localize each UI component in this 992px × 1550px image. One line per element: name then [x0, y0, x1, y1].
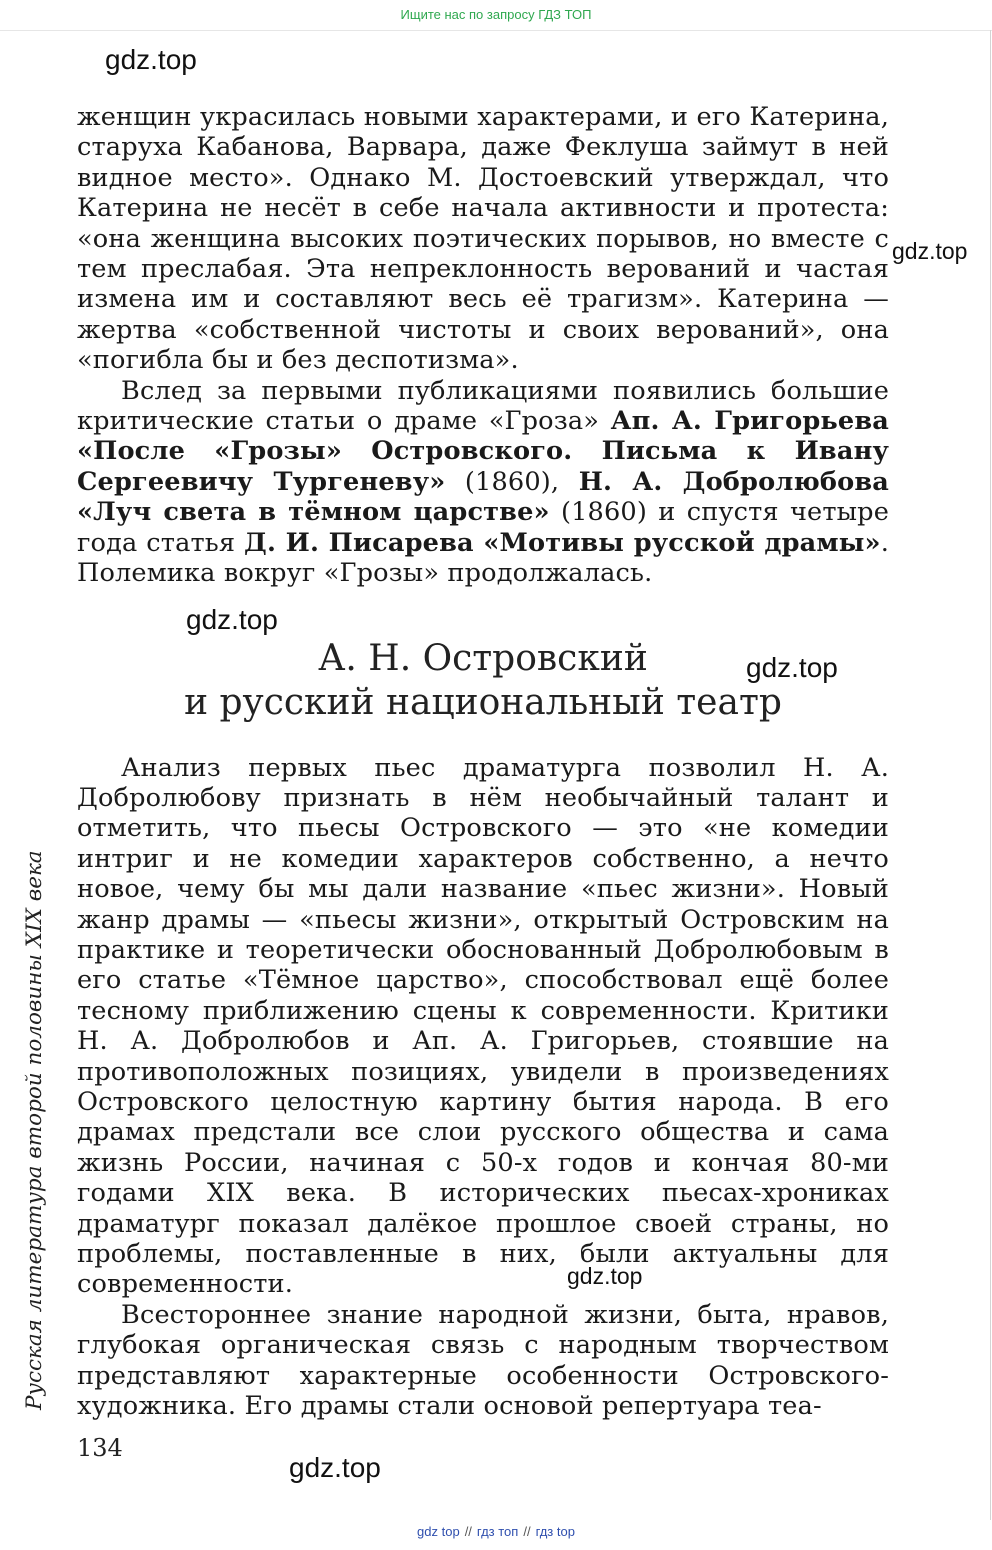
bottom-link[interactable]: гдз топ [476, 1524, 519, 1539]
paragraph-knowledge: Всестороннее знание народной жизни, быта, нравов, глубокая органическая связь с народным творчеством представляют характерные особенности Островского-художника. Его драмы стали основой репертуара теа- [77, 1299, 889, 1422]
page-number: 134 [77, 1434, 123, 1462]
section-heading-line1: А. Н. Островский [318, 637, 648, 679]
paragraph-critics [77, 376, 889, 589]
section-heading [77, 637, 889, 725]
text-run: женщин украсилась новыми характерами, и его Катерина, старуха Кабанова, Варвара, даже Феклуша займут в ней видное место». Однако М. Достоевский утверждал, что Катерина не несёт в себе начала активности и протеста: «она женщина высоких поэтических порывов, но вместе с тем преслабая. Эта непреклонность верований и частая измена им и составляют весь её трагизм». Катерина — жертва «собственной чистоты и своих верований», она «погибла бы и без деспотизма». [77, 102, 889, 376]
top-banner[interactable]: Ищите нас по запросу ГДЗ ТОП [0, 0, 992, 31]
bottom-link[interactable]: gdz top [417, 1524, 460, 1539]
link-separator: // [464, 1524, 472, 1539]
paragraph-continuation [77, 102, 889, 376]
watermark: gdz.top [892, 238, 968, 264]
watermark: gdz.top [186, 604, 278, 635]
bottom-links-bar [0, 1520, 992, 1550]
bold-reference: Ап. А. Григорьева «После «Грозы» Островского. Письма к Ивану Сергеевичу Тургеневу» [77, 406, 889, 497]
side-running-title: Русская литература второй половины XIX века [22, 850, 47, 1410]
page-content [77, 102, 889, 1421]
text-run: (1860), [445, 466, 579, 497]
section-heading-line2: и русский национальный театр [184, 681, 782, 723]
watermark: gdz.top [289, 1452, 381, 1483]
bold-reference: Д. И. Писарева «Мотивы русской драмы» [244, 527, 881, 558]
watermark: gdz.top [105, 44, 197, 75]
link-separator: // [523, 1524, 531, 1539]
watermark: gdz.top [567, 1263, 643, 1289]
text-run: Вслед за первыми публикациями появились большие критические статьи о драме «Гроза» [77, 375, 889, 437]
bottom-link[interactable]: гдз top [535, 1524, 575, 1539]
paragraph-analysis: Анализ первых пьес драматурга позволил Н. А. Добролюбову признать в нём необычайный талант и отметить, что пьесы Островского — это «не комедии интриг и не комедии характеров собственно, а нечто новое, чему бы мы дали название «пьес жизни». Новый жанр драмы — «пьесы жизни», открытый Островским на практике и теоретически обоснованный Добролюбовым в его статье «Тёмное царство», способствовал ещё более тесному приближению сцены к современности. Критики Н. А. Добролюбов и Ап. А. Григорьев, стоявшие на противоположных позициях, увидели в произведениях Островского целостную картину бытия народа. В его драмах предстали все слои русского общества и сама жизнь России, начиная с 50-х годов и кончая 80-ми годами XIX века. В исторических пьесах-хрониках драматург показал далёкое прошлое своей страны, но проблемы, поставленные в них, были актуальны для современности. [77, 752, 889, 1300]
page-edge-divider [990, 30, 991, 1520]
watermark: gdz.top [746, 652, 838, 683]
text-run: . Полемика вокруг «Грозы» продолжалась. [77, 527, 889, 589]
bold-reference: Н. А. Добролюбова «Луч света в тёмном царстве» [77, 466, 889, 528]
text-run: (1860) и спустя четыре года статья [77, 497, 890, 558]
